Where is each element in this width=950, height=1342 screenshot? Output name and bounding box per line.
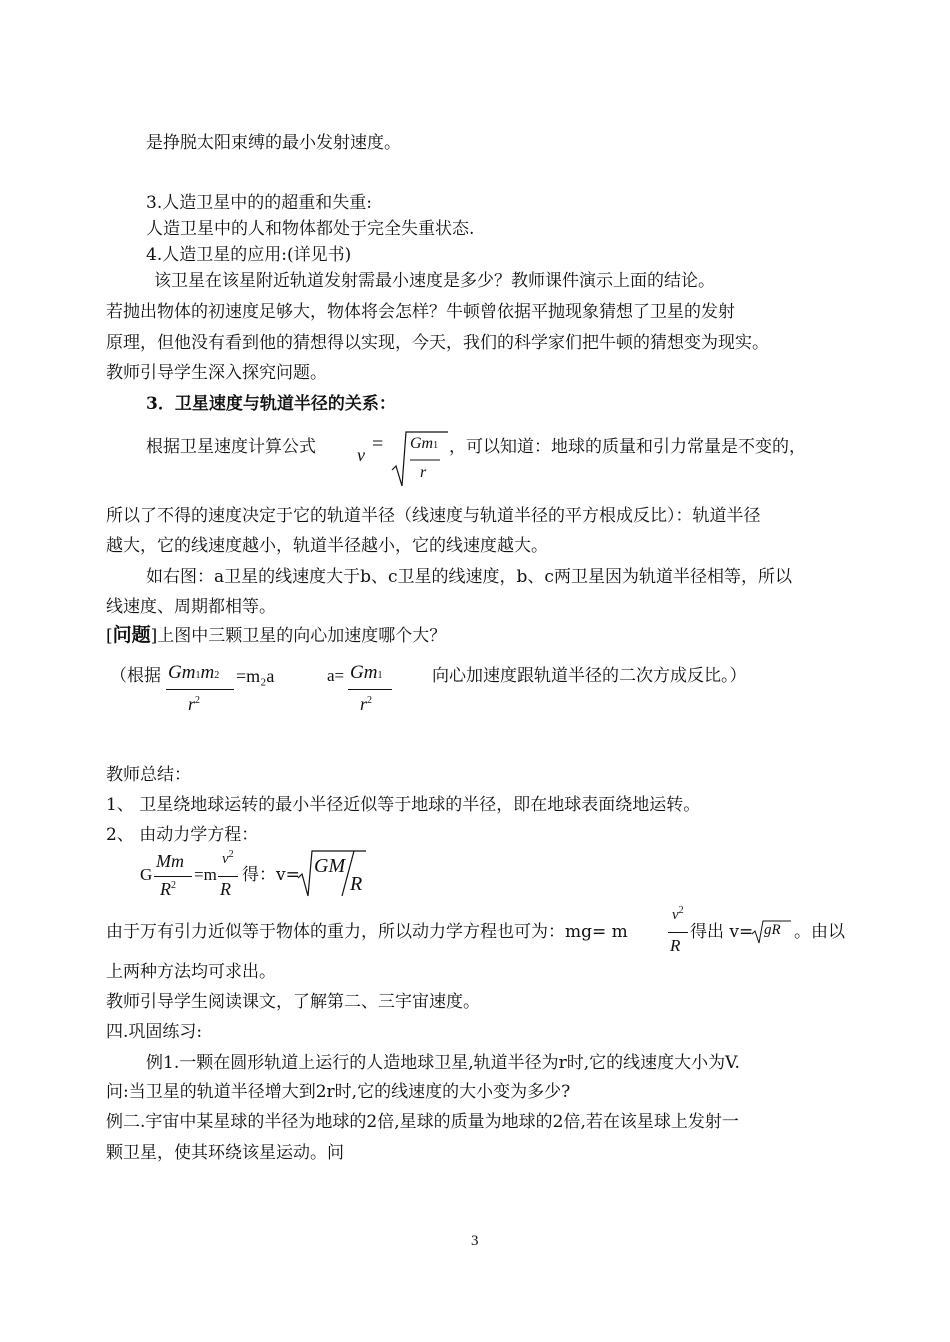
- text-line: 原理，但他没有看到他的猜想得以实现，今天，我们的科学家们把牛顿的猜想变为现实。: [106, 333, 769, 353]
- formula-text: =m₂a: [236, 666, 275, 686]
- formula-radicand: gR: [764, 922, 781, 938]
- formula-numerator: Gm1: [410, 435, 439, 452]
- formula-denominator: $r^2$: [360, 694, 373, 714]
- text-line: 向心加速度跟轨道半径的二次方成反比。）: [432, 666, 747, 686]
- text-line: [106, 623, 446, 648]
- text-line: 1、 卫星绕地球运转的最小半径近似等于地球的半径，即在地球表面绕地运转。: [106, 795, 701, 815]
- formula-v: v: [357, 445, 365, 465]
- text-line: 2、 由动力学方程：: [106, 825, 259, 845]
- text-line: 由于万有引力近似等于物体的重力，所以动力学方程也可为：mg= m: [106, 922, 628, 942]
- formula-numerator: $v^2$: [222, 849, 234, 867]
- text-line: 所以了不得的速度决定于它的轨道半径（线速度与轨道半径的平方根成反比）：轨道半径: [106, 506, 761, 526]
- text-line: 教师引导学生阅读课文，了解第二、三宇宙速度。: [106, 992, 480, 1012]
- formula-denominator: $r^2$: [188, 694, 201, 714]
- text-line: 例二.宇宙中某星球的半径为地球的2倍,星球的质量为地球的2倍,若在该星球上发射一: [106, 1112, 739, 1132]
- text-line: 3.人造卫星中的的超重和失重:: [146, 193, 372, 213]
- text-line: （根据: [110, 666, 161, 686]
- page-number: 3: [471, 1233, 479, 1249]
- formula-text: =m: [194, 865, 217, 884]
- text-line: 根据卫星速度计算公式: [146, 437, 316, 457]
- text-line: 该卫星在该星附近轨道发射需最小速度是多少？教师课件演示上面的结论。: [154, 271, 715, 291]
- text-line: 问:当卫星的轨道半径增大到2r时,它的线速度的大小变为多少?: [106, 1082, 571, 1102]
- text-line: 教师总结：: [106, 765, 191, 785]
- text-line: ，可以知道：地球的质量和引力常量是不变的，: [449, 437, 806, 457]
- fraction-bar: [166, 689, 234, 690]
- question-text: ]上图中三颗卫星的向心加速度哪个大？: [150, 626, 447, 646]
- formula-denominator: r: [420, 464, 427, 481]
- text-line: 人造卫星中的人和物体都处于完全失重状态.: [146, 219, 475, 239]
- text-line: 是挣脱太阳束缚的最小发射速度。: [146, 133, 401, 153]
- text-line: 线速度、周期都相等。: [106, 597, 276, 617]
- fraction-bar: [348, 689, 392, 690]
- formula-equals: =: [372, 433, 384, 455]
- formula-numerator: Gm1: [350, 662, 383, 683]
- text-line: 得：v=: [242, 865, 300, 885]
- section-heading: 3．卫星速度与轨道半径的关系：: [146, 394, 396, 414]
- text-line: 。由以: [794, 922, 845, 942]
- question-label: 问题: [112, 624, 151, 646]
- formula-denominator: $R^2$: [160, 879, 176, 899]
- fraction-bar: [668, 932, 688, 933]
- text-line: 教师引导学生深入探究问题。: [106, 363, 327, 383]
- formula-denominator: R: [670, 936, 681, 955]
- text-line: 例1.一颗在圆形轨道上运行的人造地球卫星,轨道半径为r时,它的线速度大小为V.: [146, 1053, 740, 1073]
- formula-denominator: R: [350, 873, 363, 895]
- text-line: 4.人造卫星的应用:(详见书): [146, 245, 352, 265]
- formula-numerator: GM: [314, 855, 346, 877]
- fraction-bar: [218, 876, 238, 877]
- text-line: 四.巩固练习:: [106, 1022, 203, 1042]
- formula-numerator: Gm1m2: [168, 662, 220, 683]
- text-line: 若抛出物体的初速度足够大，物体将会怎样？牛顿曾依据平抛现象猜想了卫星的发射: [106, 302, 735, 322]
- text-line: 得出 v=: [690, 922, 754, 942]
- formula-text: G: [140, 865, 153, 884]
- bracket-open: [: [106, 626, 113, 646]
- fraction-bar: [154, 876, 192, 877]
- formula-denominator: R: [220, 879, 231, 899]
- formula-numerator: $v^2$: [672, 905, 684, 923]
- formula-numerator: Mm: [156, 851, 184, 871]
- text-line: 如右图：a卫星的线速度大于b、c卫星的线速度，b、c两卫星因为轨道半径相等，所以: [146, 567, 792, 587]
- formula-text: a=: [327, 666, 345, 685]
- text-line: 颗卫星，使其环绕该星运动。问: [106, 1143, 344, 1163]
- text-line: 上两种方法均可求出。: [106, 962, 276, 982]
- text-line: 越大，它的线速度越小，轨道半径越小，它的线速度越大。: [106, 536, 548, 556]
